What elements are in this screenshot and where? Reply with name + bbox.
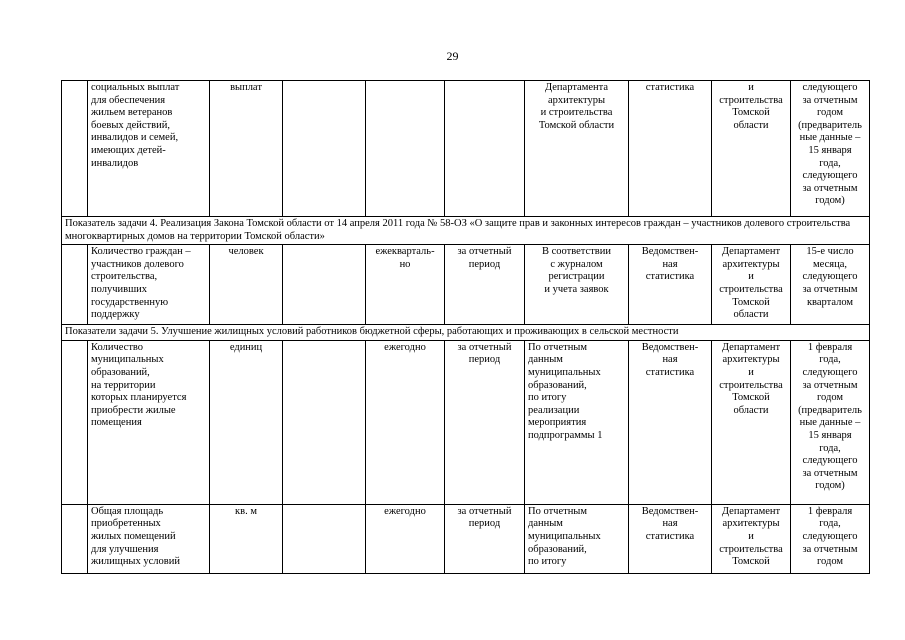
section-header-row: [62, 217, 870, 245]
section-header-row: [62, 325, 870, 341]
indicator-name-cell: Количество граждан – участников долевого строительства, получивших государственную поддержку: [88, 245, 210, 325]
frequency-cell: ежегодно: [366, 504, 445, 573]
responsible-cell: и строительства Томской области: [712, 81, 791, 217]
source-cell: статистика: [629, 81, 712, 217]
table-row: [62, 340, 870, 504]
deadline-cell: 15-е число месяца, следующего за отчетным кварталом: [791, 245, 870, 325]
period-cell: [445, 81, 525, 217]
deadline-cell: 1 февраля года, следующего за отчетным годом: [791, 504, 870, 573]
cell: [283, 504, 366, 573]
responsible-cell: Департамент архитектуры и строительства Томской области: [712, 340, 791, 504]
row-number-cell: [62, 504, 88, 573]
frequency-cell: ежегодно: [366, 340, 445, 504]
method-cell: В соответствии с журналом регистрации и учета заявок: [525, 245, 629, 325]
indicators-table: [61, 80, 870, 574]
unit-cell: человек: [210, 245, 283, 325]
indicator-name-cell: социальных выплат для обеспечения жильем ветеранов боевых действий, инвалидов и семей, имеющих детей- инвалидов: [88, 81, 210, 217]
frequency-cell: ежекварталь- но: [366, 245, 445, 325]
table-row: [62, 245, 870, 325]
source-cell: Ведомствен- ная статистика: [629, 245, 712, 325]
table-row: [62, 504, 870, 573]
period-cell: за отчетный период: [445, 504, 525, 573]
source-cell: Ведомствен- ная статистика: [629, 504, 712, 573]
deadline-cell: следующего за отчетным годом (предваритель ные данные – 15 января года, следующего за отчетным годом): [791, 81, 870, 217]
indicator-name-cell: Общая площадь приобретенных жилых помещений для улучшения жилищных условий: [88, 504, 210, 573]
indicator-name-cell: Количество муниципальных образований, на территории которых планируется приобрести жилые помещения: [88, 340, 210, 504]
cell: [283, 340, 366, 504]
cell: [283, 81, 366, 217]
method-cell: Департамента архитектуры и строительства Томской области: [525, 81, 629, 217]
unit-cell: кв. м: [210, 504, 283, 573]
row-number-cell: [62, 340, 88, 504]
row-number-cell: [62, 245, 88, 325]
table-row: [62, 81, 870, 217]
source-cell: Ведомствен- ная статистика: [629, 340, 712, 504]
frequency-cell: [366, 81, 445, 217]
method-cell: По отчетным данным муниципальных образований, по итогу реализации мероприятия подпрограммы 1: [525, 340, 629, 504]
row-number-cell: [62, 81, 88, 217]
section-header: Показатель задачи 4. Реализация Закона Томской области от 14 апреля 2011 года № 58-ОЗ «О защите прав и законных интересов граждан – участников долевого строительства многоквартирных домов на территории Томской области»: [62, 217, 870, 245]
unit-cell: единиц: [210, 340, 283, 504]
period-cell: за отчетный период: [445, 340, 525, 504]
responsible-cell: Департамент архитектуры и строительства Томской: [712, 504, 791, 573]
responsible-cell: Департамент архитектуры и строительства Томской области: [712, 245, 791, 325]
cell: [283, 245, 366, 325]
page-number: 29: [446, 49, 459, 63]
period-cell: за отчетный период: [445, 245, 525, 325]
deadline-cell: 1 февраля года, следующего за отчетным годом (предваритель ные данные – 15 января года, следующего за отчетным годом): [791, 340, 870, 504]
method-cell: По отчетным данным муниципальных образований, по итогу: [525, 504, 629, 573]
unit-cell: выплат: [210, 81, 283, 217]
section-header: Показатели задачи 5. Улучшение жилищных условий работников бюджетной сферы, работающих и проживающих в сельской местности: [62, 325, 870, 341]
